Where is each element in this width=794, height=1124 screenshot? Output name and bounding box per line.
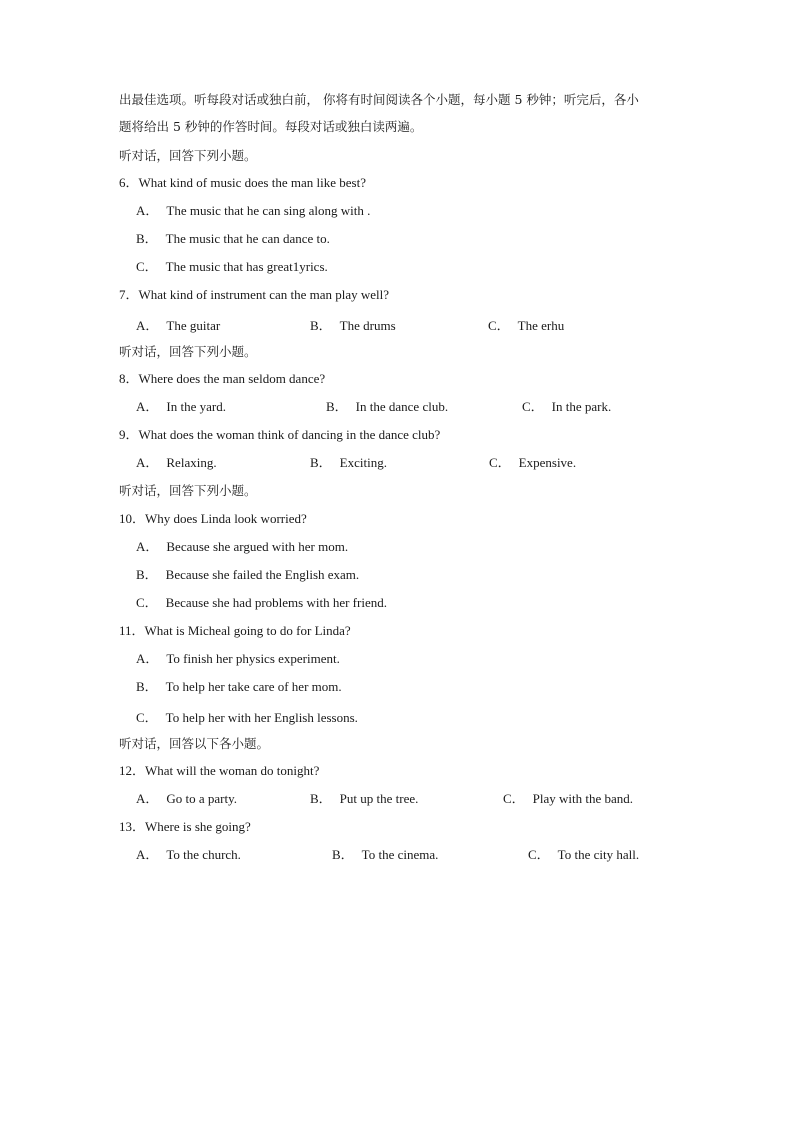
option-text: In the park. — [551, 399, 612, 414]
option-label: C． — [522, 399, 544, 414]
option-label: B． — [310, 455, 332, 470]
question-text: Where is she going? — [145, 819, 251, 834]
option-b — [310, 318, 396, 334]
option-text: Because she failed the English exam. — [165, 567, 360, 582]
option-label: C． — [528, 847, 550, 862]
option-label: B． — [332, 847, 354, 862]
option-label: B． — [310, 318, 332, 333]
question-text: What will the woman do tonight? — [145, 763, 320, 778]
option-label: A． — [136, 318, 159, 333]
option-text: To the cinema. — [361, 847, 439, 862]
option-a — [136, 539, 348, 555]
option-c — [522, 399, 611, 415]
option-c — [489, 455, 576, 471]
option-b — [136, 231, 330, 247]
question-13 — [119, 819, 251, 835]
option-label: A． — [136, 455, 159, 470]
option-text: Expensive. — [518, 455, 577, 470]
question-number: 7． — [119, 287, 139, 302]
option-text: To the church. — [166, 847, 241, 862]
option-text: To help her take care of her mom. — [165, 679, 342, 694]
option-c — [528, 847, 639, 863]
option-label: C． — [136, 595, 158, 610]
question-6 — [119, 175, 366, 191]
question-9 — [119, 427, 440, 443]
question-7 — [119, 287, 389, 303]
option-text: Because she argued with her mom. — [166, 539, 349, 554]
option-a — [136, 203, 370, 219]
option-a — [136, 791, 237, 807]
option-label: B． — [326, 399, 348, 414]
question-text: What kind of instrument can the man play well? — [138, 287, 390, 302]
option-text: The erhu — [517, 318, 565, 333]
section-heading: 听对话，回答以下各小题。 — [119, 736, 270, 751]
option-text: To finish her physics experiment. — [166, 651, 340, 666]
option-c — [136, 259, 328, 275]
option-text: Play with the band. — [532, 791, 634, 806]
option-a — [136, 651, 340, 667]
question-12 — [119, 763, 319, 779]
question-text: Where does the man seldom dance? — [138, 371, 326, 386]
option-c — [136, 710, 358, 726]
option-label: C． — [488, 318, 510, 333]
option-label: C． — [489, 455, 511, 470]
option-label: C． — [503, 791, 525, 806]
option-a — [136, 318, 220, 334]
section-heading: 听对话，回答下列小题。 — [119, 483, 257, 498]
question-text: What does the woman think of dancing in the dance club? — [138, 427, 441, 442]
option-b — [310, 455, 387, 471]
question-10 — [119, 511, 307, 527]
option-label: C． — [136, 259, 158, 274]
question-number: 13． — [119, 819, 146, 834]
instructions-line-1: 出最佳选项。听每段对话或独白前， 你将有时间阅读各个小题，每小题 5 秒钟；听完后，各小 — [119, 92, 639, 107]
option-label: C． — [136, 710, 158, 725]
option-text: Relaxing. — [166, 455, 217, 470]
option-label: A． — [136, 651, 159, 666]
option-b — [136, 567, 359, 583]
option-label: A． — [136, 399, 159, 414]
option-text: The drums — [339, 318, 396, 333]
option-c — [488, 318, 564, 334]
question-number: 6． — [119, 175, 139, 190]
option-label: A． — [136, 539, 159, 554]
option-a — [136, 847, 241, 863]
option-label: B． — [136, 231, 158, 246]
option-c — [136, 595, 387, 611]
question-number: 11． — [119, 623, 145, 638]
option-text: In the dance club. — [355, 399, 449, 414]
question-number: 8． — [119, 371, 139, 386]
question-number: 12． — [119, 763, 146, 778]
option-b — [136, 679, 342, 695]
option-text: The music that has great1yrics. — [165, 259, 328, 274]
option-label: A． — [136, 847, 159, 862]
question-text: What kind of music does the man like best? — [138, 175, 366, 190]
option-b — [326, 399, 448, 415]
question-8 — [119, 371, 325, 387]
question-11 — [119, 623, 351, 639]
question-number: 9． — [119, 427, 139, 442]
option-label: B． — [136, 567, 158, 582]
section-heading: 听对话，回答下列小题。 — [119, 148, 257, 163]
option-text: Exciting. — [339, 455, 387, 470]
option-a — [136, 455, 217, 471]
option-a — [136, 399, 226, 415]
option-text: In the yard. — [166, 399, 226, 414]
option-b — [310, 791, 418, 807]
option-label: A． — [136, 203, 159, 218]
instructions-line-2: 题将给出 5 秒钟的作答时间。每段对话或独白读两遍。 — [119, 119, 423, 134]
question-text: Why does Linda look worried? — [145, 511, 307, 526]
option-text: To help her with her English lessons. — [165, 710, 358, 725]
section-heading: 听对话，回答下列小题。 — [119, 344, 257, 359]
option-label: A． — [136, 791, 159, 806]
question-number: 10． — [119, 511, 146, 526]
question-text: What is Micheal going to do for Linda? — [144, 623, 351, 638]
option-label: B． — [310, 791, 332, 806]
option-text: To the city hall. — [557, 847, 640, 862]
option-text: The music that he can dance to. — [165, 231, 330, 246]
option-b — [332, 847, 438, 863]
option-text: Put up the tree. — [339, 791, 419, 806]
option-text: The music that he can sing along with . — [166, 203, 371, 218]
option-text: The guitar — [166, 318, 221, 333]
option-text: Because she had problems with her friend. — [165, 595, 387, 610]
option-label: B． — [136, 679, 158, 694]
option-text: Go to a party. — [166, 791, 238, 806]
option-c — [503, 791, 633, 807]
